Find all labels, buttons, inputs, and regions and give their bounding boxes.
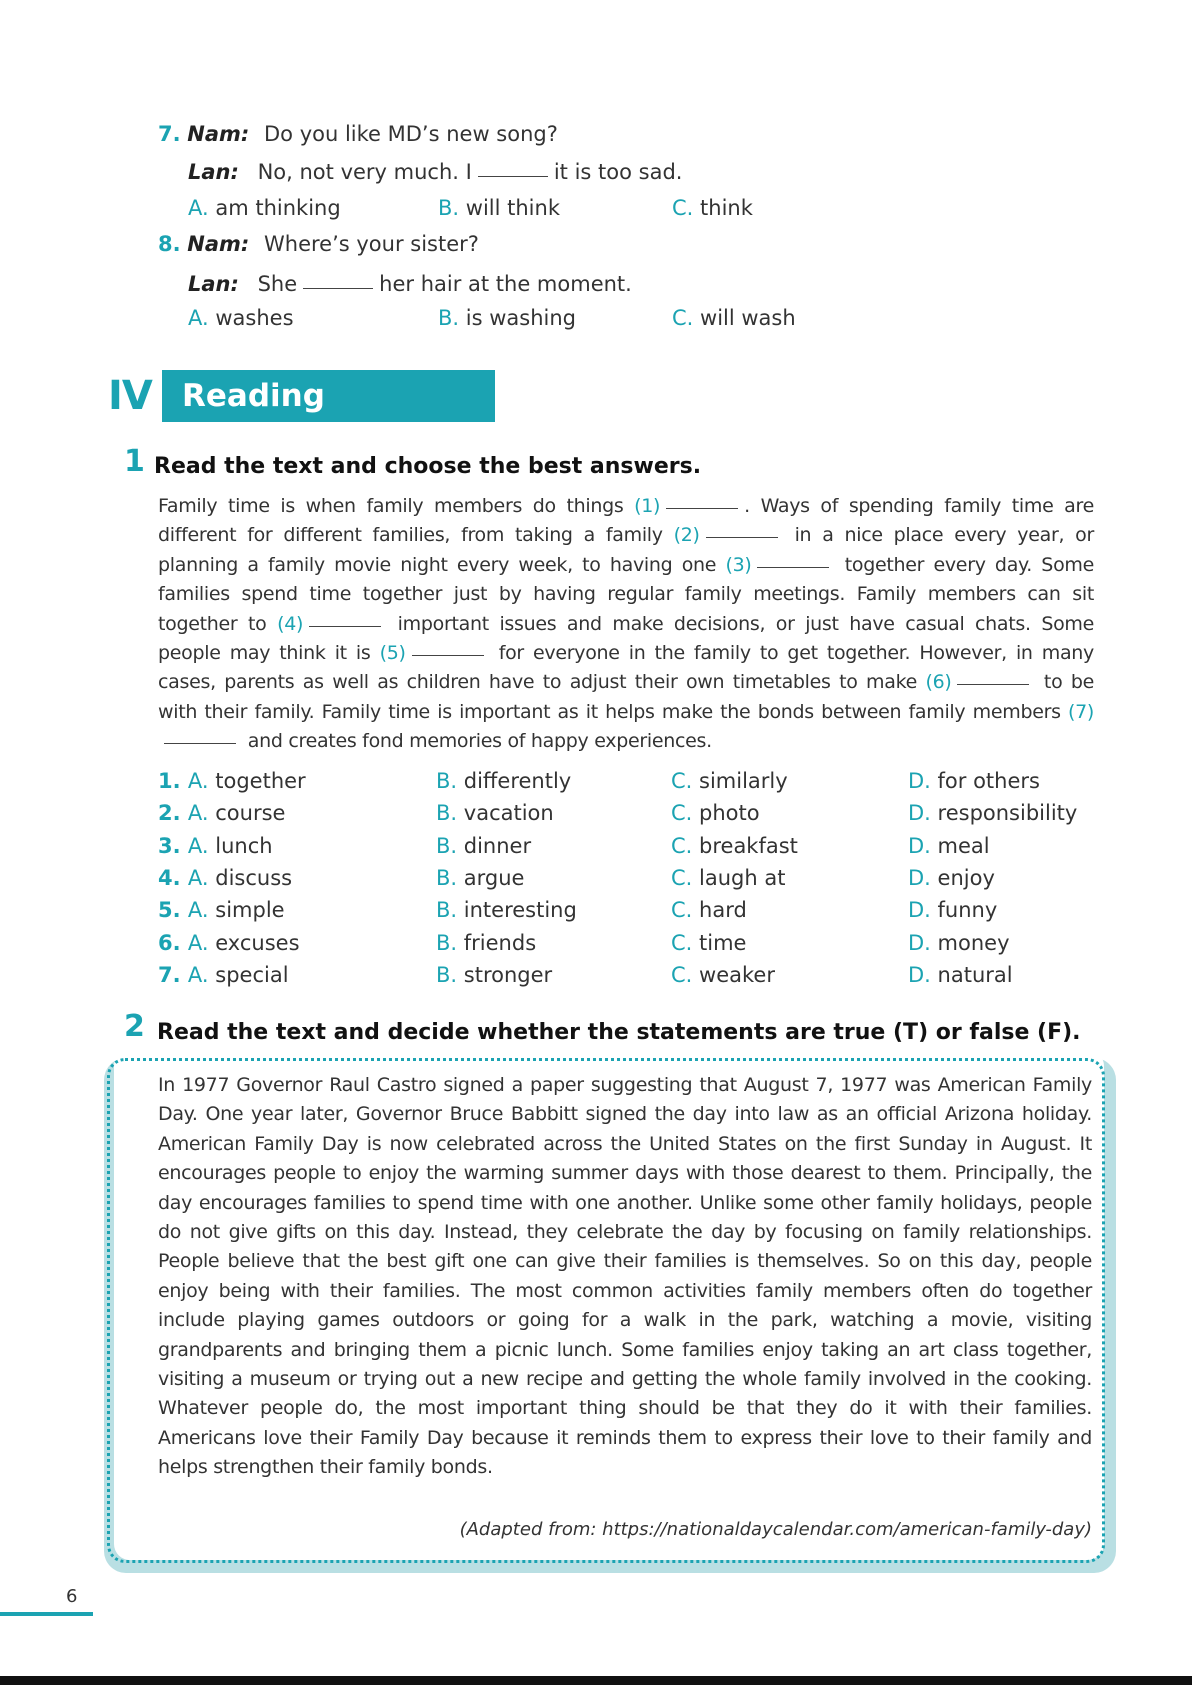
page-bottom-edge (0, 1676, 1192, 1685)
blank-number: (6) (925, 671, 952, 694)
answer-option-letter: C. (671, 930, 693, 955)
answer-option[interactable] (158, 834, 273, 858)
answer-option[interactable] (908, 963, 1013, 987)
answer-question-number: 4. (158, 865, 188, 890)
answer-row (158, 769, 1078, 801)
passage-text: for everyone in the family to get together. However, in many cases, parents as well as children have to adjust their own timetables to make (158, 642, 1094, 694)
q7-answer-after: it is too sad. (553, 160, 683, 184)
answer-row (158, 866, 1078, 898)
answer-option[interactable] (436, 801, 554, 825)
q8-blank (303, 288, 373, 289)
answer-option-letter: A. (187, 962, 209, 987)
answer-option-text: together (208, 769, 306, 793)
passage-text: important issues and make decisions, or just have casual chats. Some people may think it is (158, 612, 1095, 665)
q8-number: 8. (158, 232, 181, 256)
answer-option[interactable] (671, 931, 746, 955)
q8-speaker-lan: Lan: (188, 272, 239, 296)
q7-answer-before: No, not very much. I (257, 160, 472, 184)
answer-option[interactable] (436, 769, 571, 793)
answer-question-number: 2. (158, 801, 188, 826)
answer-option-text: hard (692, 898, 747, 923)
answer-option[interactable] (158, 801, 285, 825)
q8-question: Where’s your sister? (264, 232, 479, 256)
answer-option-text: meal (930, 833, 990, 858)
answer-option[interactable] (436, 963, 552, 987)
answer-row (158, 801, 1078, 833)
answer-option-text: excuses (208, 930, 300, 955)
answer-option-letter: D. (908, 930, 931, 955)
blank-number: (1) (634, 495, 661, 517)
answer-option-letter: C. (671, 769, 693, 793)
answer-option[interactable] (436, 834, 531, 858)
task2-number: 2 (124, 1009, 145, 1044)
answer-option-letter: D. (908, 769, 931, 793)
q7-option-a[interactable]: A. am thinking (188, 196, 341, 220)
answer-option[interactable] (908, 769, 1040, 793)
q7-line1 (158, 122, 558, 146)
answer-option-letter: C. (671, 833, 693, 858)
q7-line2 (188, 160, 682, 184)
answer-option[interactable] (158, 963, 289, 987)
answer-row (158, 834, 1078, 866)
passage-text: in a nice place every year, or planning a family movie night every week, to having one (158, 524, 1094, 576)
answer-option-letter: B. (436, 898, 458, 923)
answer-option[interactable] (158, 898, 285, 922)
answer-option-text: simple (208, 898, 285, 923)
answer-option-text: argue (457, 865, 525, 890)
answer-option[interactable] (158, 931, 300, 955)
answer-option[interactable] (436, 866, 524, 890)
task1-number: 1 (124, 444, 145, 479)
answer-option[interactable] (671, 963, 775, 987)
answer-blank (412, 655, 484, 656)
section-roman-numeral: IV (108, 373, 152, 419)
q8-option-a[interactable]: A. washes (188, 306, 294, 330)
answer-option-letter: A. (187, 865, 209, 890)
answer-option-letter: B. (436, 769, 458, 793)
answer-option-text: funny (930, 898, 998, 923)
answer-row (158, 898, 1078, 930)
blank-number: (3) (725, 553, 752, 576)
answer-option-letter: C. (671, 962, 693, 987)
q8-line2 (188, 272, 632, 296)
answer-option[interactable] (671, 769, 788, 793)
answer-option-letter: C. (671, 865, 693, 890)
answer-question-number: 1. (158, 769, 188, 793)
q8-speaker-nam: Nam: (187, 232, 250, 256)
passage-text: and creates fond memories of happy experiences. (242, 730, 712, 753)
answer-option-text: special (208, 962, 289, 987)
answer-option-letter: C. (671, 898, 693, 923)
answer-option[interactable] (671, 801, 760, 825)
answer-option-text: course (208, 801, 286, 826)
page-number: 6 (66, 1586, 78, 1607)
answer-option[interactable] (908, 834, 990, 858)
answer-option-text: time (692, 930, 747, 955)
answer-option[interactable] (908, 898, 997, 922)
answer-option[interactable] (158, 769, 306, 793)
answer-option[interactable] (908, 801, 1077, 825)
answer-option-letter: C. (671, 801, 693, 826)
answer-option-letter: D. (908, 833, 931, 858)
answer-option-text: weaker (692, 962, 775, 987)
answer-row (158, 963, 1078, 995)
answer-question-number: 6. (158, 930, 188, 955)
passage-text: to be with their family. Family time is important as it helps make the bonds between family members (158, 671, 1094, 723)
answer-option[interactable] (158, 866, 292, 890)
answer-option-letter: B. (436, 930, 458, 955)
answer-option-text: enjoy (930, 865, 995, 890)
answer-option-text: vacation (457, 801, 554, 826)
answer-option-letter: B. (436, 865, 458, 890)
task2-passage: In 1977 Governor Raul Castro signed a paper suggesting that August 7, 1977 was American Family Day. One year later, Governor Bruce Babbitt signed the day into law as an official Arizona holiday. American Family Day is now celebrated across the United States on the first Sunday in August. It encourages people to enjoy the warming summer days with those dearest to them. Principally, the day encourages families to spend time with one another. Unlike some other family holidays, people do not give gifts on this day. Instead, they celebrate the day by focusing on family relationships. People believe that the best gift one can give their families is themselves. So on this day, people enjoy being with their families. The most common activities family members often do together include playing games outdoors or going for a walk in the park, watching a movie, visiting grandparents and bringing them a picnic lunch. Some families enjoy taking an art class together, visiting a museum or trying out a new recipe and getting the whole family involved in the cooking. Whatever people do, the most important thing should be that they do it with their families. Americans love their Family Day because it reminds them to express their love to their family and helps strengthen their family bonds. (158, 1074, 1092, 1479)
answer-question-number: 7. (158, 962, 188, 987)
answer-option[interactable] (908, 931, 1010, 955)
answer-option-text: dinner (457, 833, 532, 858)
answer-option-text: money (930, 930, 1010, 955)
blank-number: (2) (673, 524, 700, 547)
answer-option[interactable] (908, 866, 995, 890)
answer-option-text: discuss (208, 865, 293, 890)
passage-text: . Ways of spending family time are different for different families, from taking a family (158, 495, 1094, 547)
answer-option-text: laugh at (692, 865, 786, 890)
blank-number: (7) (1067, 700, 1094, 723)
q7-speaker-nam: Nam: (187, 122, 250, 146)
task1-instruction: Read the text and choose the best answers. (154, 454, 702, 479)
answer-option[interactable] (671, 834, 798, 858)
answer-option-text: lunch (208, 833, 273, 858)
answer-option-letter: A. (187, 769, 209, 793)
answer-blank (957, 684, 1029, 685)
answer-option-text: stronger (457, 962, 553, 987)
q8-answer-before: She (257, 272, 298, 296)
answer-option-letter: B. (436, 962, 458, 987)
blank-number: (4) (277, 612, 304, 635)
answer-option-letter: A. (187, 930, 209, 955)
q7-number: 7. (158, 122, 181, 146)
q7-option-c[interactable]: C. think (672, 196, 753, 220)
answer-blank (309, 626, 381, 627)
task1-passage (158, 492, 1094, 757)
answer-option-text: similarly (692, 769, 788, 793)
answer-option[interactable] (671, 898, 747, 922)
answer-option-text: interesting (457, 898, 577, 923)
q8-option-c[interactable]: C. will wash (672, 306, 796, 330)
section-banner (108, 370, 495, 422)
q7-question: Do you like MD’s new song? (264, 122, 558, 146)
q7-blank (478, 176, 548, 177)
answer-option-text: natural (930, 962, 1013, 987)
answer-option-letter: D. (908, 865, 931, 890)
task2-instruction: Read the text and decide whether the statements are true (T) or false (F). (157, 1020, 1081, 1045)
answer-option-letter: A. (187, 833, 209, 858)
answer-blank (706, 537, 778, 538)
answer-option-letter: D. (908, 962, 931, 987)
answer-row (158, 931, 1078, 963)
answer-option[interactable] (436, 898, 577, 922)
passage-source: (Adapted from: https://nationaldaycalendar.com/american-family-day) (459, 1519, 1092, 1540)
answer-option-text: for others (930, 769, 1040, 793)
passage-text: Family time is when family members do things (158, 495, 635, 517)
answer-option-letter: A. (187, 801, 209, 826)
answer-option[interactable] (671, 866, 785, 890)
answer-option[interactable] (436, 931, 536, 955)
q7-option-b[interactable]: B. will think (438, 196, 560, 220)
answer-option-letter: B. (436, 833, 458, 858)
page-number-rule (0, 1612, 93, 1616)
answer-blank (164, 743, 236, 744)
answer-option-text: responsibility (930, 801, 1078, 826)
blank-number: (5) (379, 642, 406, 665)
answer-option-text: photo (692, 801, 760, 826)
answer-option-letter: D. (908, 898, 931, 923)
q8-option-b[interactable]: B. is washing (438, 306, 577, 330)
passage-text: together every day. Some families spend time together just by having regular family meetings. Family members can sit together to (158, 553, 1094, 635)
q7-speaker-lan: Lan: (188, 160, 239, 184)
q8-line1 (158, 232, 479, 256)
answer-option-letter: A. (187, 898, 209, 923)
answer-option-text: friends (457, 930, 537, 955)
answer-question-number: 3. (158, 833, 188, 858)
answer-option-text: differently (457, 769, 572, 793)
answer-blank (666, 508, 738, 509)
q8-answer-after: her hair at the moment. (379, 272, 632, 296)
answer-question-number: 5. (158, 898, 188, 923)
answer-option-letter: D. (908, 801, 931, 826)
answer-option-text: breakfast (692, 833, 798, 858)
section-title: Reading (182, 378, 325, 414)
answer-blank (757, 567, 829, 568)
answer-option-letter: B. (436, 801, 458, 826)
